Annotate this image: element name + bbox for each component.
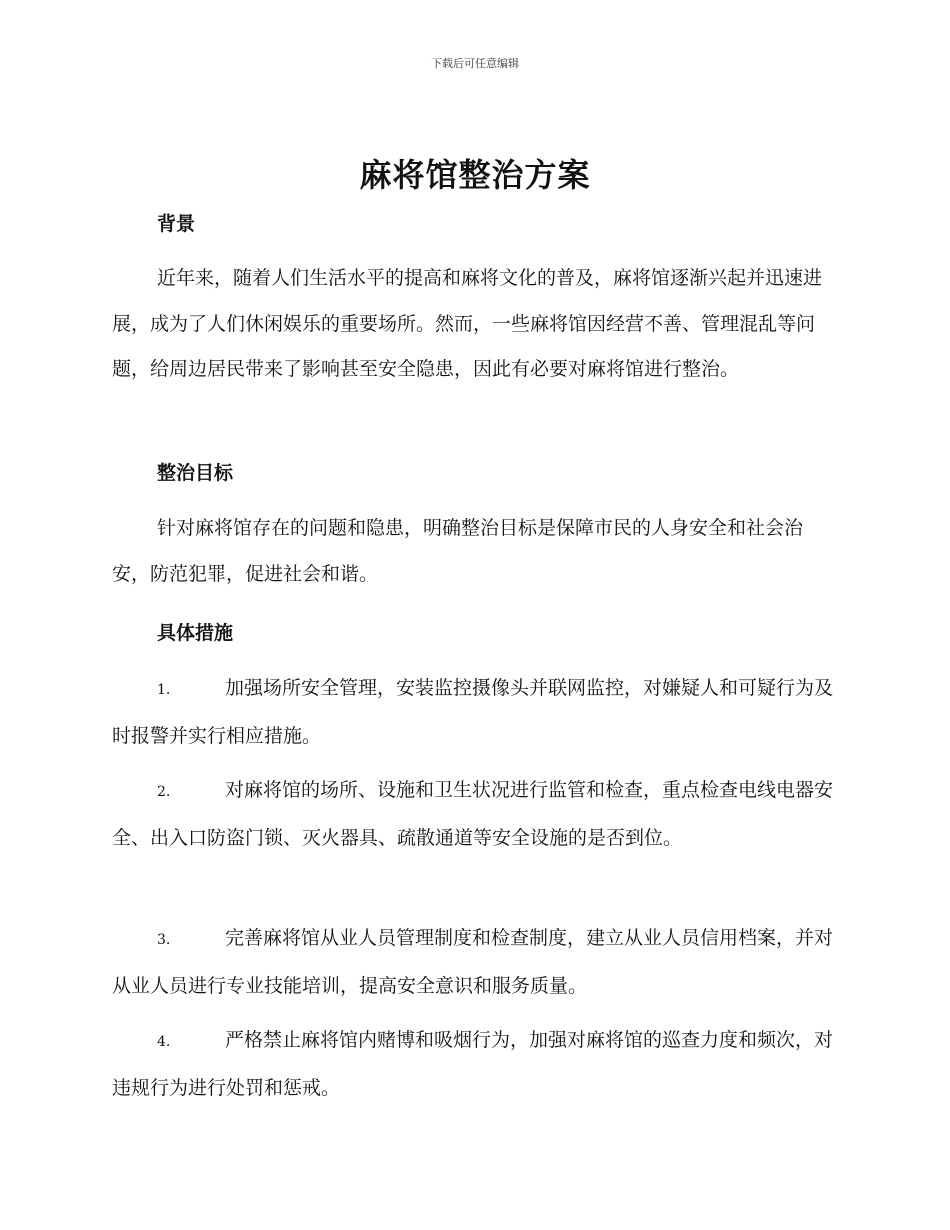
goals-paragraph: 针对麻将馆存在的问题和隐患，明确整治目标是保障市民的人身安全和社会治安，防范犯罪，促进社会和谐。 xyxy=(112,517,804,585)
list-item xyxy=(112,916,834,1009)
section-heading-measures: 具体措施 xyxy=(157,622,234,644)
page-title: 麻将馆整治方案 xyxy=(359,156,591,194)
section-heading-goals: 整治目标 xyxy=(157,462,234,484)
list-item-number: 1. xyxy=(157,682,171,698)
list-item xyxy=(112,768,834,861)
list-item-text: 严格禁止麻将馆内赌博和吸烟行为，加强对麻将馆的巡查力度和频次，对违规行为进行处罚和惩戒。 xyxy=(112,1029,834,1099)
list-item-number: 3. xyxy=(157,932,171,948)
list-item-number: 2. xyxy=(157,784,171,800)
list-item xyxy=(112,1018,834,1111)
page-header-note: 下载后可任意编辑 xyxy=(431,57,519,70)
list-item-text: 对麻将馆的场所、设施和卫生状况进行监管和检查，重点检查电线电器安全、出入口防盗门锁、灭火器具、疏散通道等安全设施的是否到位。 xyxy=(112,779,834,849)
list-item-text: 加强场所安全管理，安装监控摄像头并联网监控，对嫌疑人和可疑行为及时报警并实行相应措施。 xyxy=(112,677,834,747)
list-item xyxy=(112,666,834,759)
list-item-text: 完善麻将馆从业人员管理制度和检查制度，建立从业人员信用档案，并对从业人员进行专业技能培训，提高安全意识和服务质量。 xyxy=(112,927,834,997)
list-item-number: 4. xyxy=(157,1034,171,1050)
background-paragraph: 近年来，随着人们生活水平的提高和麻将文化的普及，麻将馆逐渐兴起并迅速进展，成为了人们休闲娱乐的重要场所。然而，一些麻将馆因经营不善、管理混乱等问题，给周边居民带来了影响甚至安全隐患，因此有必要对麻将馆进行整治。 xyxy=(112,267,823,380)
section-heading-background: 背景 xyxy=(157,213,196,235)
